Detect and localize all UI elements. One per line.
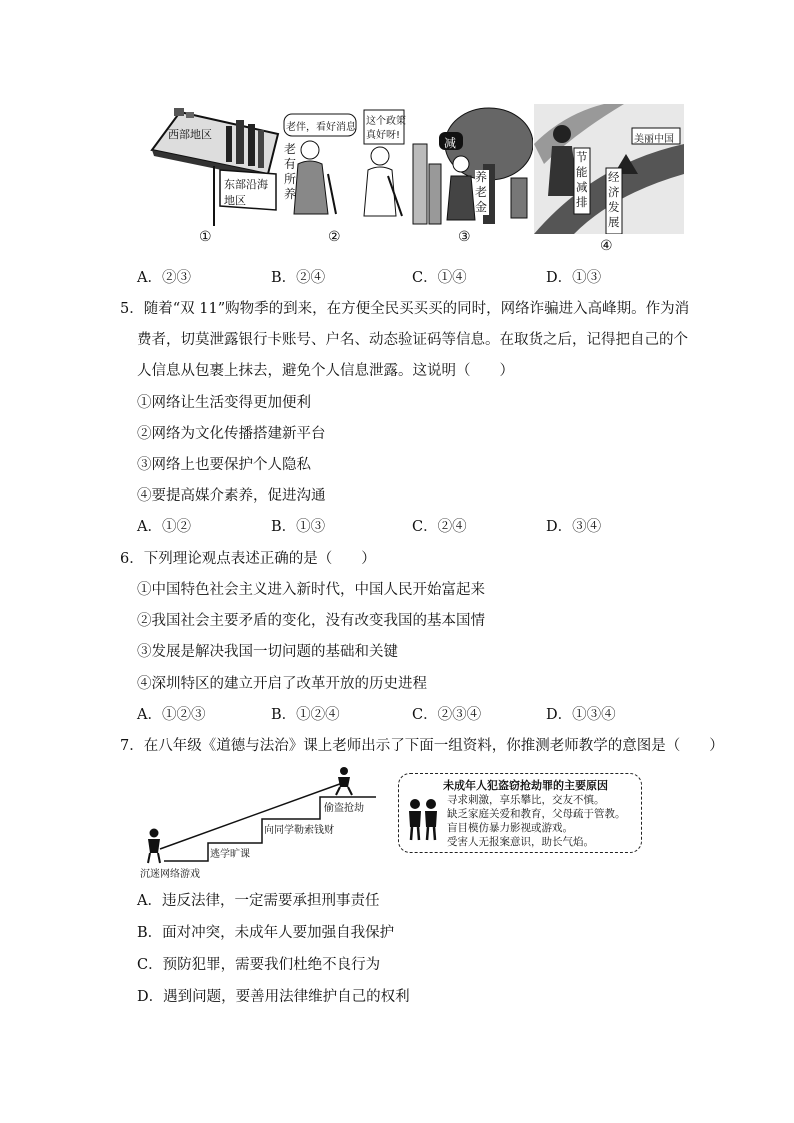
panel4-col-energy [576,150,590,210]
staircase-figure [138,767,378,879]
panel1-label-west: 西部地区 [168,128,212,141]
panel2-sign [284,142,298,202]
panel2-sign-char: 养 [284,187,297,201]
comic-panel-3 [411,104,533,229]
q7-stem: 7．在八年级《道德与法治》课上老师出示了下面一组资料，你推测老师教学的意图是（ ） [120,738,724,754]
panel4-col-economy [608,170,622,230]
causes-line-4: 受害人无报案意识，助长气焰。 [447,836,594,848]
q6-item-2: ②我国社会主要矛盾的变化，没有改变我国的基本国情 [137,613,485,629]
q6-option-d[interactable]: D．①③④ [546,707,616,723]
panel4-char: 节 [576,150,588,164]
q4-option-c[interactable]: C．①④ [412,270,467,286]
stair-label-4: 偷盗抢劫 [324,803,364,814]
causes-line-3: 盲目模仿暴力影视或游戏。 [447,822,573,834]
q5-option-b[interactable]: B．①③ [271,519,326,535]
panel4-char: 排 [576,195,588,209]
q5-item-1: ①网络让生活变得更加便利 [137,395,311,411]
q5-stem-line-3: 人信息从包裹上抹去，避免个人信息泄露。这说明（ ） [137,363,514,379]
panel4-char: 展 [608,215,620,229]
q5-item-3: ③网络上也要保护个人隐私 [137,457,311,473]
q7-option-b[interactable]: B．面对冲突，未成年人要加强自我保护 [137,925,395,941]
panel4-char: 发 [608,200,620,214]
panel3-tag: 减 [444,136,457,150]
teen-pair-icon [405,798,441,842]
panel3-sign-char: 金 [475,200,488,214]
panel3-sign-char: 老 [475,185,488,199]
panel2-sign-char: 所 [284,172,297,186]
q7-option-c[interactable]: C．预防犯罪，需要我们杜绝不良行为 [137,957,381,973]
q5-stem-line-2: 费者，切莫泄露银行卡账号、户名、动态验证码等信息。在取货之后，记得把自己的个 [137,332,688,348]
stair-label-3: 向同学勒索钱财 [264,825,334,836]
panel4-char: 经 [608,170,620,184]
q5-stem-line-1: 5．随着“双 11”购物季的到来，在方便全民买买买的同时，网络诈骗进入高峰期。作为消 [120,301,690,317]
panel3-sign [475,170,489,215]
q5-option-c[interactable]: C．②④ [412,519,467,535]
panel4-char: 减 [576,180,588,194]
panel4-number: ④ [600,238,613,254]
panel4-char: 能 [576,165,588,179]
q4-option-b[interactable]: B．②④ [271,270,326,286]
q4-option-a[interactable]: A．②③ [137,270,191,286]
staircase-illustration [138,767,378,879]
q7-option-d[interactable]: D．遇到问题，要善用法律维护自己的权利 [137,989,410,1005]
q7-option-a[interactable]: A．违反法律，一定需要承担刑事责任 [137,893,380,909]
panel1-number: ① [199,229,212,245]
panel3-number: ③ [458,229,471,245]
panel4-flag: 美丽中国 [634,134,674,145]
panel1-label-east-2: 地区 [224,194,246,207]
pension-tree-illustration [411,104,533,229]
signboard-illustration [148,104,284,229]
q4-option-d[interactable]: D．①③ [546,270,602,286]
q5-option-a[interactable]: A．①② [137,519,191,535]
panel2-sign-char: 老 [284,142,297,156]
comic-panel-2 [280,104,410,229]
comic-panel-1 [148,104,284,229]
panel2-bubble-2a: 这个政策 [366,116,406,127]
stair-label-1: 沉迷网络游戏 [140,869,200,880]
panel3-sign-char: 养 [475,170,488,184]
q6-item-3: ③发展是解决我国一切问题的基础和关键 [137,644,398,660]
q5-item-2: ②网络为文化传播搭建新平台 [137,426,326,442]
q5-option-d[interactable]: D．③④ [546,519,602,535]
panel2-sign-char: 有 [284,157,297,171]
panel4-char: 济 [608,185,620,199]
causes-line-2: 缺乏家庭关爱和教育，父母疏于管教。 [447,808,626,820]
causes-box [398,773,642,853]
q6-stem: 6．下列理论观点表述正确的是（ ） [120,551,376,567]
comic-panel-4 [534,104,684,234]
q6-option-a[interactable]: A．①②③ [137,707,206,723]
q5-item-4: ④要提高媒介素养，促进沟通 [137,488,326,504]
causes-line-1: 寻求刺激，享乐攀比，交友不慎。 [447,794,605,806]
q6-item-1: ①中国特色社会主义进入新时代，中国人民开始富起来 [137,582,485,598]
stair-label-2: 逃学旷课 [210,849,250,860]
panel2-bubble-1: 老伴，看好消息 [286,122,356,133]
causes-box-title: 未成年人犯盗窃抢劫罪的主要原因 [443,779,608,792]
q6-option-b[interactable]: B．①②④ [271,707,340,723]
panel2-bubble-2b: 真好呀! [366,130,401,141]
q6-option-c[interactable]: C．②③④ [412,707,482,723]
panel1-label-east: 东部沿海 [224,178,268,191]
q6-item-4: ④深圳特区的建立开启了改革开放的历史进程 [137,676,427,692]
panel2-number: ② [328,229,341,245]
